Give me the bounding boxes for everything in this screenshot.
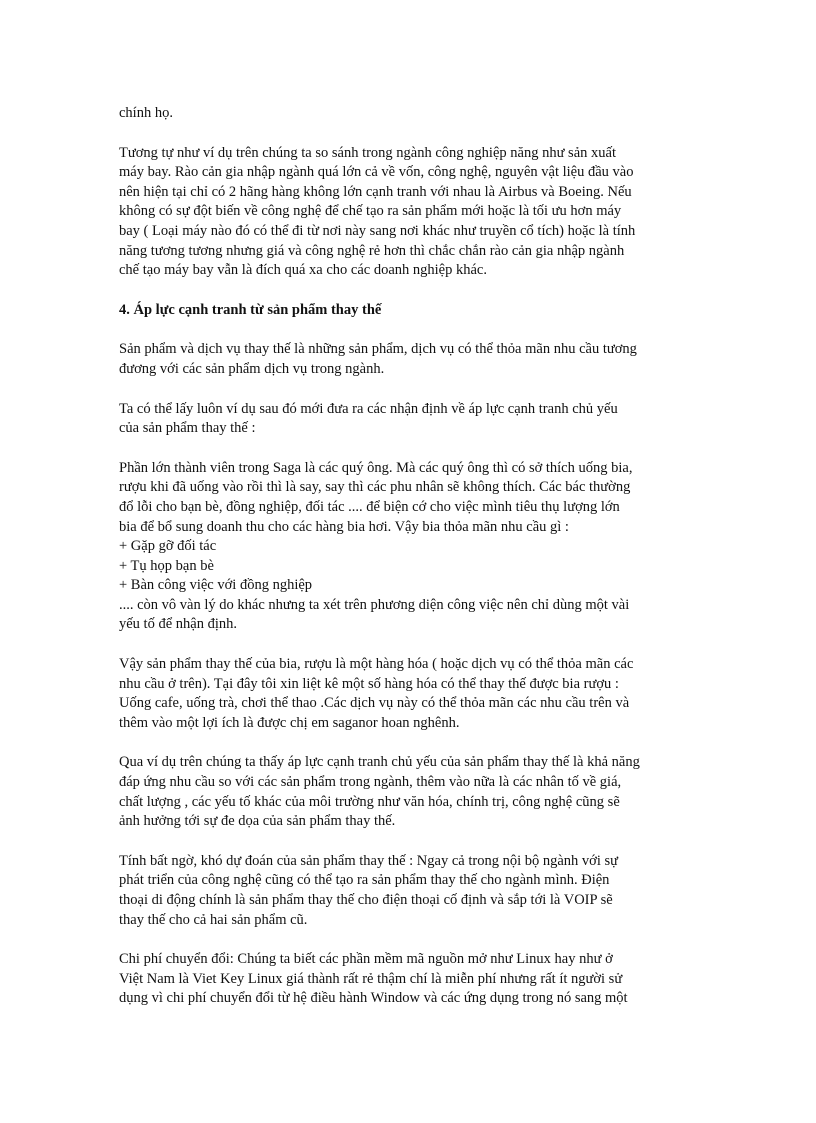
- text-line: Chi phí chuyển đổi: Chúng ta biết các phần mềm mã nguồn mở như Linux hay như ở: [119, 951, 613, 968]
- text-line: thêm vào một lợi ích là được chị em saganor hoan nghênh.: [119, 714, 460, 731]
- text-line: thoại di động chính là sản phẩm thay thế cho điện thoại cố định và sắp tới là VOIP sẽ: [119, 892, 613, 908]
- text-line: chính họ.: [119, 105, 173, 121]
- paragraph: [119, 144, 699, 281]
- text-line: + Tụ họp bạn bè: [119, 557, 214, 574]
- text-line: Vậy sản phẩm thay thế của bia, rượu là một hàng hóa ( hoặc dịch vụ có thể thỏa mãn các: [119, 656, 634, 673]
- text-line: yếu tố để nhận định.: [119, 616, 237, 633]
- document-page: [119, 104, 699, 1029]
- paragraph: [119, 753, 699, 831]
- text-line: thay thế cho cả hai sản phẩm cũ.: [119, 911, 308, 928]
- text-line: chất lượng , các yếu tố khác của môi trường như văn hóa, chính trị, công nghệ cũng sẽ: [119, 793, 620, 810]
- text-line: Uống cafe, uống trà, chơi thể thao .Các dịch vụ này có thể thỏa mãn các nhu cầu trên và: [119, 695, 630, 712]
- text-line: đáp ứng nhu cầu so với các sản phẩm trong ngành, thêm vào nữa là các nhân tố về giá,: [119, 774, 622, 791]
- text-line: Tính bất ngờ, khó dự đoán của sản phẩm thay thế : Ngay cả trong nội bộ ngành với sự: [119, 852, 618, 869]
- paragraph: [119, 852, 699, 930]
- text-line: Tương tự như ví dụ trên chúng ta so sánh trong ngành công nghiệp năng như sản xuất: [119, 144, 616, 161]
- paragraph: [119, 400, 699, 439]
- text-line: năng tương tương nhưng giá và công nghệ rẻ hơn thì chắc chắn rào cản gia nhập ngành: [119, 242, 625, 259]
- text-line: + Gặp gỡ đối tác: [119, 538, 217, 555]
- text-line: bia để bổ sung doanh thu cho các hàng bia hơi. Vậy bia thỏa mãn nhu cầu gì :: [119, 518, 569, 535]
- text-line: dụng vì chi phí chuyển đổi từ hệ điều hành Window và các ứng dụng trong nó sang một: [119, 990, 628, 1007]
- text-line: Việt Nam là Viet Key Linux giá thành rất rẻ thậm chí là miễn phí nhưng rất ít người sử: [119, 970, 623, 987]
- text-line: không có sự đột biến về công nghệ để chế tạo ra sản phẩm mới hoặc là tối ưu hơn máy: [119, 203, 622, 220]
- paragraph: [119, 104, 699, 124]
- section-heading: 4. Áp lực cạnh tranh từ sản phẩm thay thế: [119, 301, 382, 318]
- text-line: Sản phẩm và dịch vụ thay thế là những sản phẩm, dịch vụ có thể thỏa mãn nhu cầu tương: [119, 341, 637, 358]
- text-line: Phần lớn thành viên trong Saga là các quý ông. Mà các quý ông thì có sở thích uống bia,: [119, 459, 633, 476]
- text-line: + Bàn công việc với đồng nghiệp: [119, 577, 313, 594]
- text-line: .... còn vô vàn lý do khác nhưng ta xét trên phương diện công việc nên chỉ dùng một vài: [119, 596, 630, 613]
- text-line: của sản phẩm thay thế :: [119, 420, 256, 437]
- text-line: máy bay. Rào cản gia nhập ngành quá lớn cả về vốn, công nghệ, nguyên vật liệu đầu vào: [119, 164, 634, 181]
- text-line: Qua ví dụ trên chúng ta thấy áp lực cạnh tranh chủ yếu của sản phẩm thay thế là khả năng: [119, 754, 640, 771]
- text-line: bay ( Loại máy nào đó có thể đi từ nơi này sang nơi khác như truyền cổ tích) hoặc là tính: [119, 222, 636, 239]
- text-line: chế tạo máy bay vẫn là đích quá xa cho các doanh nghiệp khác.: [119, 262, 487, 279]
- text-line: nên hiện tại chỉ có 2 hãng hàng không lớn cạnh tranh với nhau là Airbus và Boeing. Nếu: [119, 183, 632, 200]
- text-line: ảnh hưởng tới sự đe dọa của sản phẩm thay thế.: [119, 813, 396, 830]
- paragraph: [119, 950, 699, 1009]
- text-line: đổ lỗi cho bạn bè, đồng nghiệp, đối tác .... để biện cớ cho việc mình tiêu thụ lượng lớn: [119, 498, 620, 515]
- text-line: Ta có thể lấy luôn ví dụ sau đó mới đưa ra các nhận định về áp lực cạnh tranh chủ yếu: [119, 400, 618, 417]
- text-line: nhu cầu ở trên). Tại đây tôi xin liệt kê một số hàng hóa có thể thay thế được bia rượu :: [119, 675, 619, 692]
- paragraph: [119, 459, 699, 635]
- text-line: phát triển của công nghệ cũng có thể tạo ra sản phẩm thay thế cho ngành mình. Điện: [119, 872, 610, 889]
- text-line: đương với các sản phẩm dịch vụ trong ngành.: [119, 360, 385, 377]
- text-line: rượu khi đã uống vào rồi thì là say, say thì các phu nhân sẽ không thích. Các bác thường: [119, 479, 631, 496]
- paragraph: [119, 340, 699, 379]
- paragraph: [119, 655, 699, 733]
